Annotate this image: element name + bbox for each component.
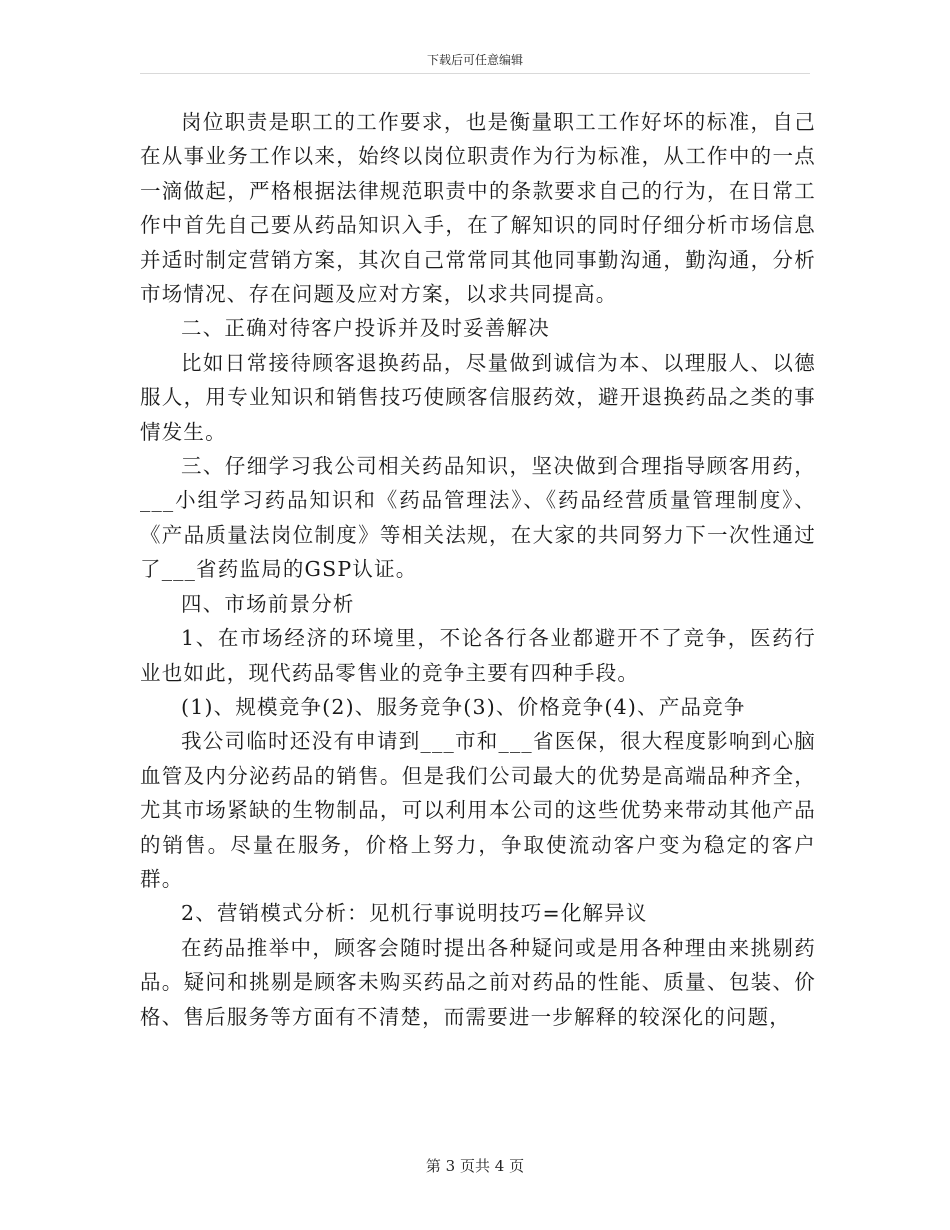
paragraph-company-status: 我公司临时还没有申请到___市和___省医保，很大程度影响到心脑血管及内分泌药品的销售。但是我们公司最大的优势是高端品种齐全，尤其市场紧缺的生物制品，可以利用本公司的这些优势来带动其他产品的销售。尽量在服务，价格上努力，争取使流动客户变为稳定的客户群。 [140,729,816,891]
document-body [140,105,816,1034]
header-divider [140,73,810,74]
paragraph-job-duties: 岗位职责是职工的工作要求，也是衡量职工工作好坏的标准，自己在从事业务工作以来，始终以岗位职责作为行为标准，从工作中的一点一滴做起，严格根据法律规范职责中的条款要求自己的行为，在日常工作中首先自己要从药品知识入手，在了解知识的同时仔细分析市场信息并适时制定营销方案，其次自己常常同其他同事勤沟通，勤沟通，分析市场情况、存在问题及应对方案，以求共同提高。 [140,110,816,307]
paragraph-competition-types: (1)、规模竞争(2)、服务竞争(3)、价格竞争(4)、产品竞争 [181,694,746,719]
paragraph-study: 三、仔细学习我公司相关药品知识，坚决做到合理指导顾客用药，___小组学习药品知识和《药品管理法》、《药品经营质量管理制度》、《产品质量法岗位制度》等相关法规，在大家的共同努力下一次性通过了___省药监局的GSP认证。 [140,454,816,582]
heading-complaints: 二、正确对待客户投诉并及时妥善解决 [181,316,550,341]
paragraph-objections: 在药品推举中，顾客会随时提出各种疑问或是用各种理由来挑剔药品。疑问和挑剔是顾客未购买药品之前对药品的性能、质量、包装、价格、售后服务等方面有不清楚，而需要进一步解释的较深化的问题， [140,935,816,1029]
page-header: 下载后可任意编辑 [426,53,523,67]
heading-market-outlook: 四、市场前景分析 [181,591,355,616]
paragraph-competition: 1、在市场经济的环境里，不论各行各业都避开不了竞争，医药行业也如此，现代药品零售业的竞争主要有四种手段。 [140,626,816,685]
paragraph-returns: 比如日常接待顾客退换药品，尽量做到诚信为本、以理服人、以德服人，用专业知识和销售技巧使顾客信服药效，避开退换药品之类的事情发生。 [140,350,816,444]
page-footer: 第 3 页共 4 页 [425,1157,525,1175]
heading-marketing-model: 2、营销模式分析：见机行事说明技巧=化解异议 [181,901,648,926]
